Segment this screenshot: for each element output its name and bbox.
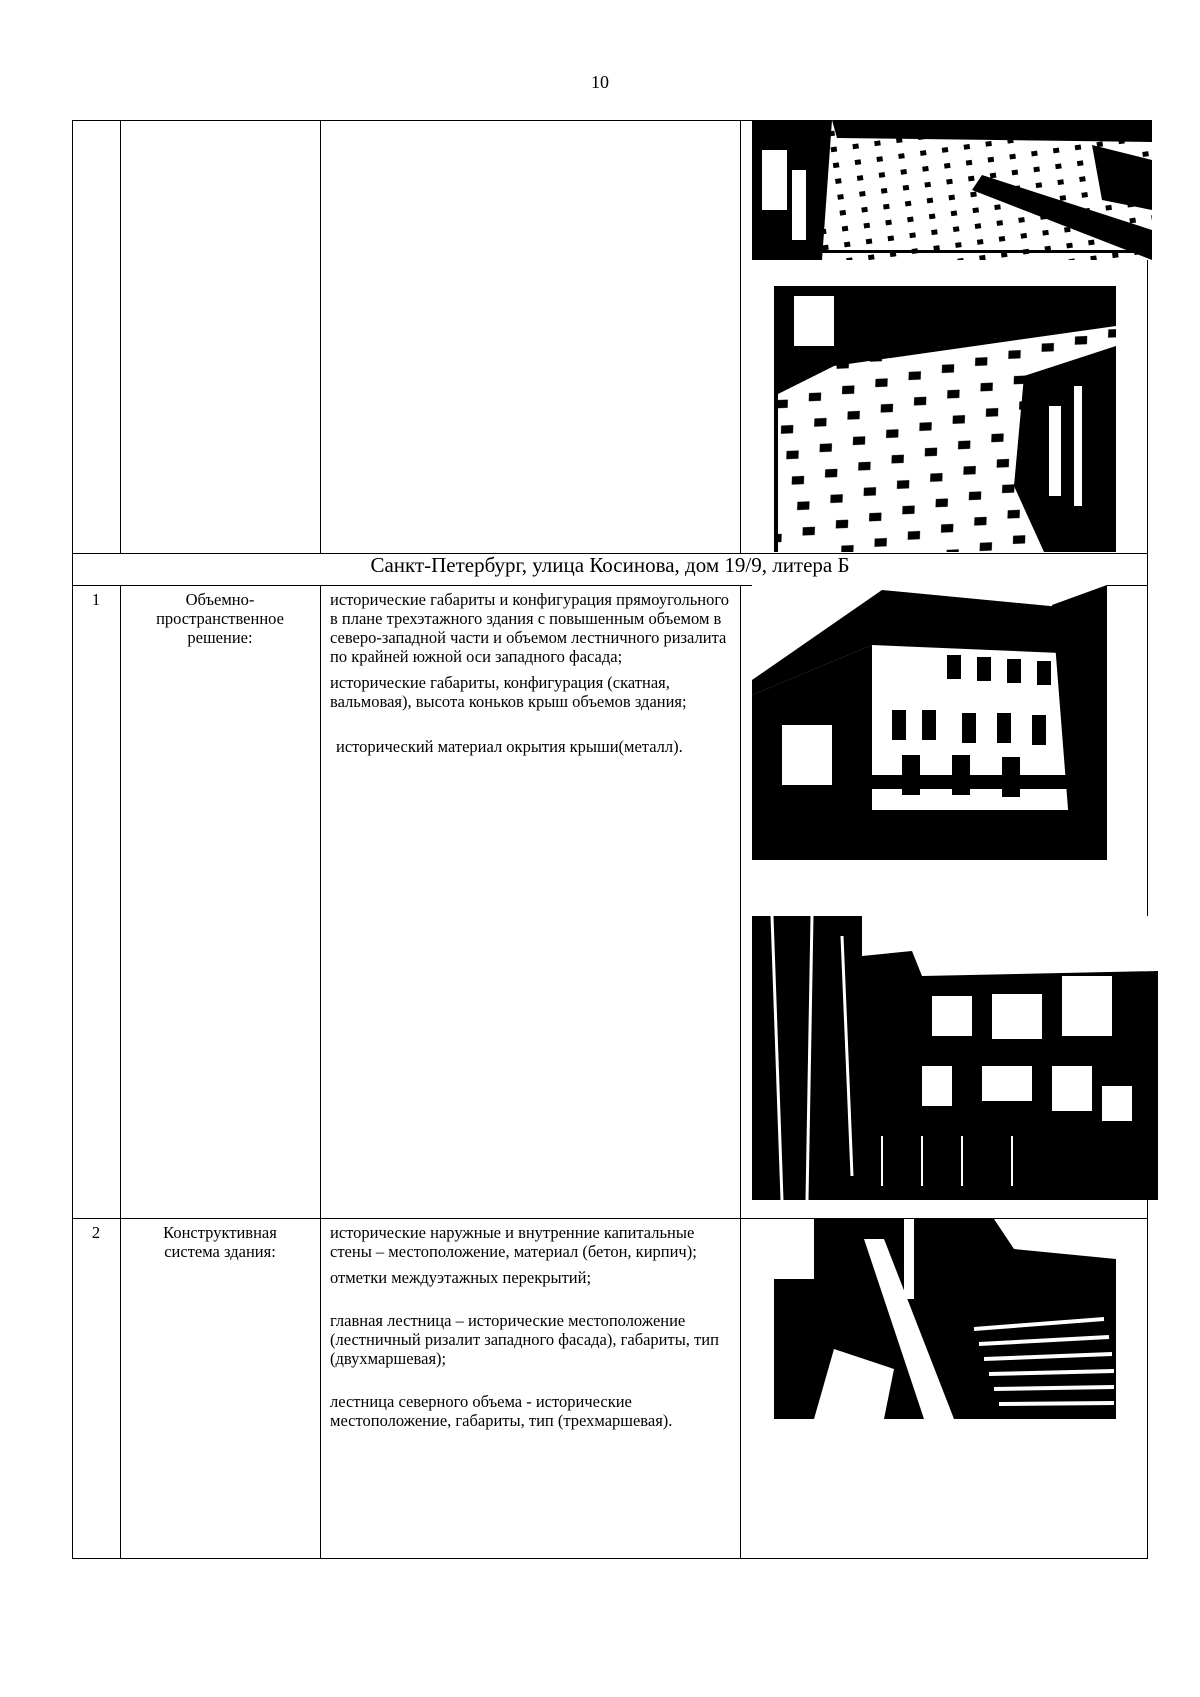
row-2-paragraph: исторические наружные и внутренние капитальные стены – местоположение, материал (бетон, кирпич); [330,1223,697,1261]
roof-terrace-photo [752,120,1152,260]
page-number: 10 [591,72,609,92]
staircase-photo [774,1219,1116,1419]
row-2-paragraph: главная лестница – исторические местоположение (лестничный ризалит западного фасада), габариты, тип (двухмаршевая); [330,1311,719,1368]
row-1-paragraph: исторические габариты, конфигурация (скатная, вальмовая), высота коньков крыш объемов здания; [330,673,687,711]
row-2-paragraph: лестница северного объема - исторические местоположение, габариты, тип (трехмаршевая). [330,1392,673,1430]
row-1-paragraph: исторические габариты и конфигурация прямоугольного в плане трехэтажного здания с повышенным объемом в северо-западной части и объемом лестничного ризалита по крайней южной оси западного фасада; [330,590,729,666]
section-title: Санкт-Петербург, улица Косинова, дом 19/9, литера Б [370,553,850,577]
row-2-number: 2 [91,1223,101,1242]
row-2-description [330,1223,730,1437]
row-2-paragraph: отметки междуэтажных перекрытий; [330,1268,592,1287]
row-1-number: 1 [91,590,101,609]
row-1-paragraph: исторический материал окрытия крыши(металл). [336,737,683,756]
row-1-label: Объемно-пространственное решение: [156,590,284,647]
building-facade-photo [752,916,1158,1200]
building-facade-photo [752,585,1107,860]
row-2-label: Конструктивная система здания: [163,1223,277,1261]
roof-terrace-photo [774,286,1116,552]
row-1-description [330,590,730,763]
